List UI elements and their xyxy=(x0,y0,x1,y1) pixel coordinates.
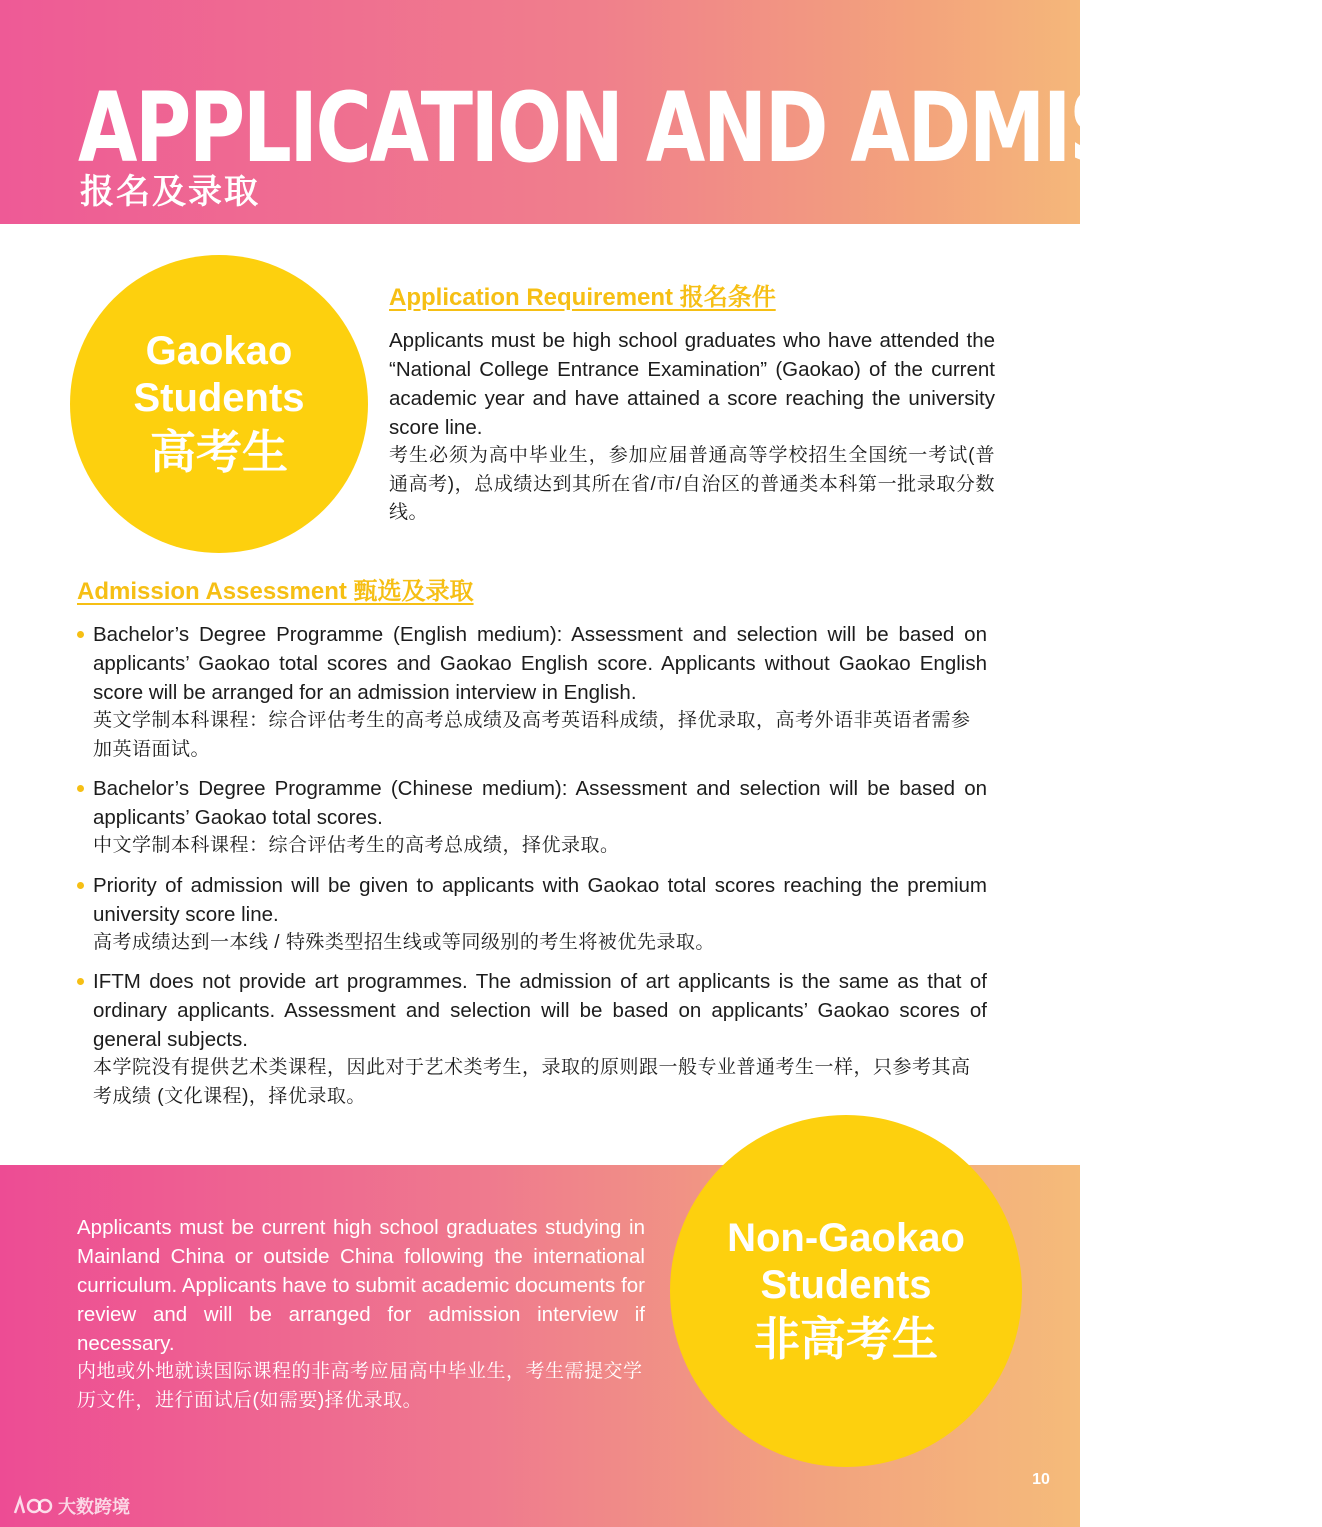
list-item-cn: 高考成绩达到一本线 / 特殊类型招生线或等同级别的考生将被优先录取。 xyxy=(93,931,715,953)
list-item-en: Bachelor’s Degree Programme (English medium): Assessment and selection will be based on applicants’ Gaokao total scores and Gaokao English score. Applicants without Gaokao English score will be arranged for an admission interview in English. xyxy=(93,623,987,704)
non-gaokao-text xyxy=(77,1213,645,1415)
non-gaokao-circle-line2: Students xyxy=(760,1263,932,1307)
gaokao-students-circle xyxy=(70,255,368,553)
application-requirement-en: Applicants must be high school graduates who have attended the “National College Entrance Examination” (Gaokao) of the current academic year and have attained a score reaching the university score line. xyxy=(389,329,995,439)
non-gaokao-circle-line3: 非高考生 xyxy=(754,1313,938,1365)
application-requirement-cn: 考生必须为高中毕业生，参加应届普通高等学校招生全国统一考试(普通高考)，总成绩达到其所在省/市/自治区的普通类本科第一批录取分数线。 xyxy=(389,445,995,523)
header-banner xyxy=(0,0,1322,224)
list-item xyxy=(77,774,987,861)
non-gaokao-students-circle xyxy=(670,1115,1022,1467)
page-number: 10 xyxy=(1032,1471,1050,1488)
list-item xyxy=(77,967,987,1111)
application-requirement-body xyxy=(389,326,995,528)
bullet-dot-icon xyxy=(77,785,84,792)
gaokao-circle-line1: Gaokao xyxy=(145,329,293,373)
watermark-text: 大数跨境 xyxy=(58,1497,130,1517)
list-item-en: IFTM does not provide art programmes. The admission of art applicants is the same as that of ordinary applicants. Assessment and selection will be based on applicants’ Gaokao scores of general subjects. xyxy=(93,970,987,1051)
bullet-dot-icon xyxy=(77,882,84,889)
non-gaokao-circle-line1: Non-Gaokao xyxy=(727,1216,965,1260)
watermark-logo-icon xyxy=(12,1495,52,1517)
application-requirement-heading: Application Requirement 报名条件 xyxy=(389,284,776,311)
list-item-en: Priority of admission will be given to applicants with Gaokao total scores reaching the premium university score line. xyxy=(93,873,987,926)
list-item-cn: 英文学制本科课程：综合评估考生的高考总成绩及高考英语科成绩，择优录取，高考外语非英语者需参加英语面试。 xyxy=(93,710,971,760)
gaokao-circle-line2: Students xyxy=(133,376,305,420)
list-item-cn: 中文学制本科课程：综合评估考生的高考总成绩，择优录取。 xyxy=(93,835,620,856)
list-item xyxy=(77,620,987,764)
bullet-dot-icon xyxy=(77,978,84,985)
non-gaokao-cn: 内地或外地就读国际课程的非高考应届高中毕业生，考生需提交学历文件，进行面试后(如需要)择优录取。 xyxy=(77,1361,643,1411)
admission-assessment-heading: Admission Assessment 甄选及录取 xyxy=(77,578,474,605)
page-title: APPLICATION AND ADMISSION xyxy=(78,72,1322,184)
non-gaokao-en: Applicants must be current high school graduates studying in Mainland China or outside China following the international curriculum. Applicants have to submit academic documents for review and will be arranged for admission interview if necessary. xyxy=(77,1216,645,1355)
watermark xyxy=(12,1491,130,1521)
list-item xyxy=(77,871,987,958)
gaokao-circle-line3: 高考生 xyxy=(150,426,288,478)
bullet-dot-icon xyxy=(77,631,84,638)
page-subtitle: 报名及录取 xyxy=(80,173,260,211)
admission-assessment-list xyxy=(77,620,987,1121)
list-item-en: Bachelor’s Degree Programme (Chinese medium): Assessment and selection will be based on applicants’ Gaokao total scores. xyxy=(93,777,987,829)
list-item-cn: 本学院没有提供艺术类课程，因此对于艺术类考生，录取的原则跟一般专业普通考生一样，只参考其高考成绩 (文化课程)，择优录取。 xyxy=(93,1057,971,1107)
